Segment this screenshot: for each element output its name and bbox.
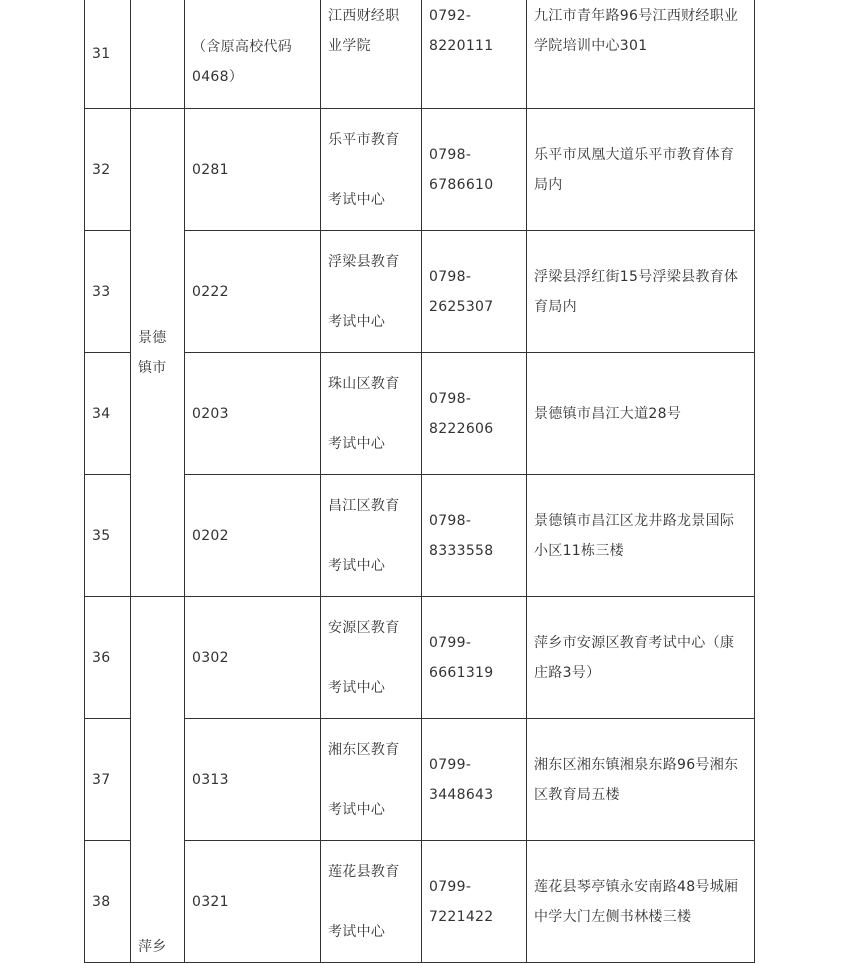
venue-line-2: 考试中心 bbox=[328, 313, 386, 330]
table-row bbox=[85, 231, 755, 353]
row-number: 38 bbox=[85, 841, 131, 963]
table-row bbox=[85, 109, 755, 231]
address: 湘东区湘东镇湘泉东路96号湘东区教育局五楼 bbox=[527, 719, 755, 841]
venue-line-1: 昌江区教育 bbox=[328, 497, 400, 514]
exam-code: 0222 bbox=[185, 231, 321, 353]
row-number: 34 bbox=[85, 353, 131, 475]
row-number: 37 bbox=[85, 719, 131, 841]
row-number: 33 bbox=[85, 231, 131, 353]
table-row bbox=[85, 597, 755, 719]
exam-center-table-wrapper bbox=[84, 0, 754, 963]
venue-line-1: 安源区教育 bbox=[328, 619, 400, 636]
venue-name bbox=[321, 109, 422, 231]
exam-code: 0203 bbox=[185, 353, 321, 475]
phone-number: 0799-7221422 bbox=[422, 841, 527, 963]
phone-number: 0798-6786610 bbox=[422, 109, 527, 231]
venue-name bbox=[321, 353, 422, 475]
venue-line-2: 考试中心 bbox=[328, 191, 386, 208]
exam-code: 0281 bbox=[185, 109, 321, 231]
exam-code: 0321 bbox=[185, 841, 321, 963]
venue-line-2: 考试中心 bbox=[328, 435, 386, 452]
address: 浮梁县浮红街15号浮梁县教育体育局内 bbox=[527, 231, 755, 353]
address: 景德镇市昌江大道28号 bbox=[527, 353, 755, 475]
venue-name bbox=[321, 719, 422, 841]
venue-name bbox=[321, 475, 422, 597]
venue-name bbox=[321, 0, 422, 109]
venue-name bbox=[321, 597, 422, 719]
venue-line-2: 业学院 bbox=[328, 38, 371, 54]
venue-line-1: 乐平市教育 bbox=[328, 131, 400, 148]
row-number: 32 bbox=[85, 109, 131, 231]
table-row bbox=[85, 353, 755, 475]
venue-line-1: 江西财经职 bbox=[328, 8, 400, 24]
exam-code: 0202 bbox=[185, 475, 321, 597]
phone-number: 0798-8222606 bbox=[422, 353, 527, 475]
phone-number: 0798-8333558 bbox=[422, 475, 527, 597]
city-name: 萍乡 bbox=[131, 597, 185, 963]
venue-line-2: 考试中心 bbox=[328, 557, 386, 574]
phone-number: 0792-8220111 bbox=[422, 0, 527, 109]
address: 萍乡市安源区教育考试中心（康庄路3号） bbox=[527, 597, 755, 719]
phone-number: 0799-6661319 bbox=[422, 597, 527, 719]
venue-line-2: 考试中心 bbox=[328, 801, 386, 818]
city-cell-empty bbox=[131, 0, 185, 109]
address: 九江市青年路96号江西财经职业学院培训中心301 bbox=[527, 0, 755, 109]
venue-line-2: 考试中心 bbox=[328, 679, 386, 696]
exam-center-table bbox=[84, 0, 755, 963]
city-name: 景德镇市 bbox=[131, 109, 185, 597]
venue-line-1: 浮梁县教育 bbox=[328, 253, 400, 270]
venue-line-1: 珠山区教育 bbox=[328, 375, 400, 392]
phone-number: 0798-2625307 bbox=[422, 231, 527, 353]
row-number: 36 bbox=[85, 597, 131, 719]
venue-line-1: 湘东区教育 bbox=[328, 741, 400, 758]
table-row bbox=[85, 841, 755, 963]
address: 莲花县琴亭镇永安南路48号城厢中学大门左侧书林楼三楼 bbox=[527, 841, 755, 963]
table-row bbox=[85, 475, 755, 597]
exam-code: 0302 bbox=[185, 597, 321, 719]
venue-line-2: 考试中心 bbox=[328, 923, 386, 940]
exam-code: 0313 bbox=[185, 719, 321, 841]
row-number: 35 bbox=[85, 475, 131, 597]
table-row bbox=[85, 719, 755, 841]
venue-line-1: 莲花县教育 bbox=[328, 863, 400, 880]
row-number: 31 bbox=[85, 0, 131, 109]
venue-name bbox=[321, 231, 422, 353]
phone-number: 0799-3448643 bbox=[422, 719, 527, 841]
table-row bbox=[85, 0, 755, 109]
exam-code: （含原高校代码0468） bbox=[185, 0, 321, 109]
address: 景德镇市昌江区龙井路龙景国际小区11栋三楼 bbox=[527, 475, 755, 597]
address: 乐平市凤凰大道乐平市教育体育局内 bbox=[527, 109, 755, 231]
venue-name bbox=[321, 841, 422, 963]
